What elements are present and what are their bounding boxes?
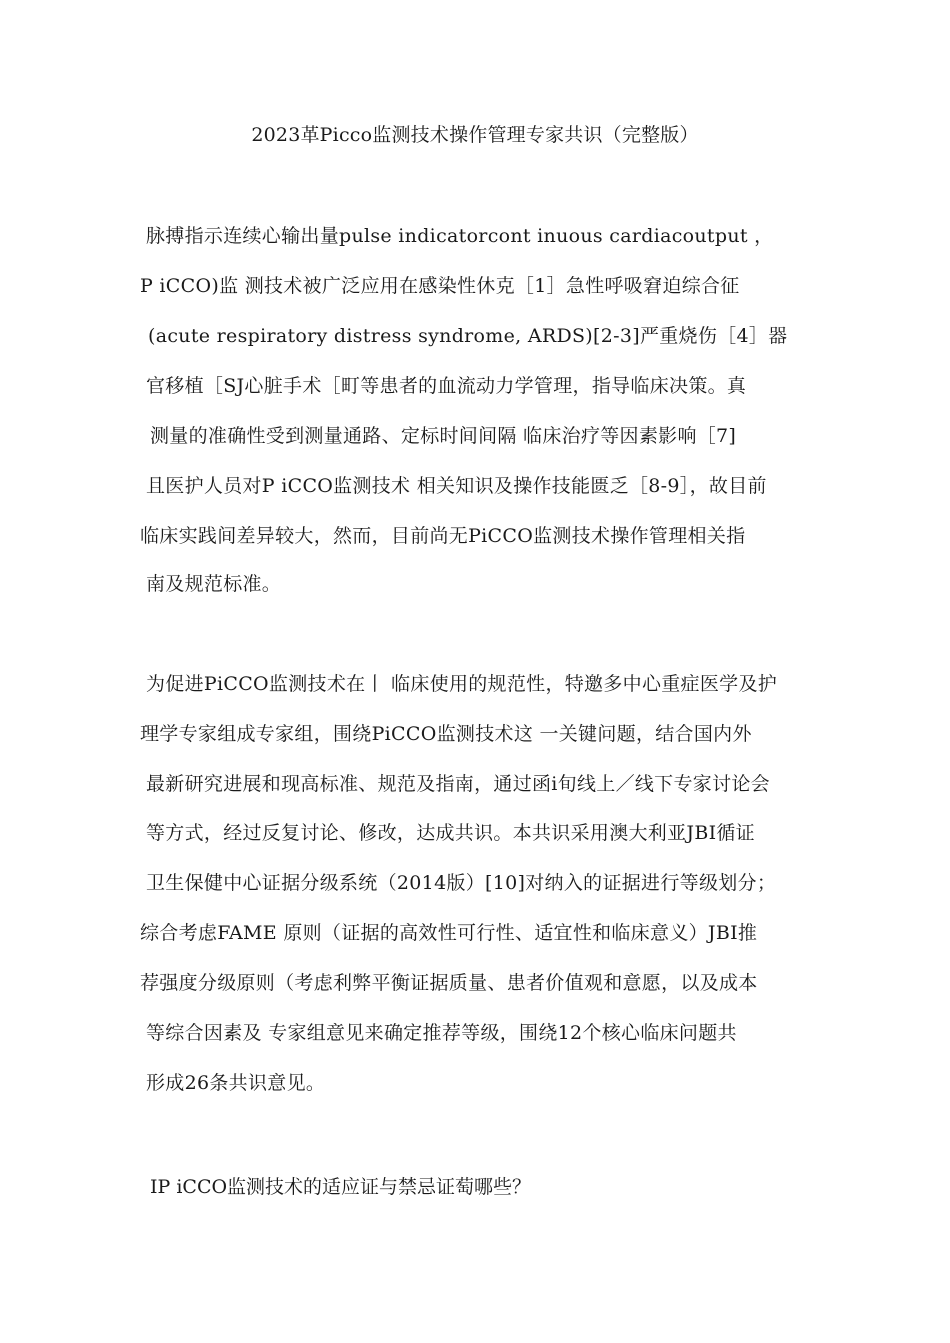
paragraph-1-line-8: 南及规范标准。 [146,573,282,595]
paragraph-1-line-3: (acute respiratory distress syndrome, ARDS)[2-3]严重烧伤［4］器 [148,325,788,347]
paragraph-2-line-7: 荐强度分级原则（考虑利弊平衡证据质量、患者价值观和意愿，以及成本 [140,972,758,994]
paragraph-1-line-1: 脉搏指示连续心输出量pulse indicatorcont inuous cardiacoutput ， [146,225,774,247]
paragraph-2-line-4: 等方式，经过反复讨论、修改，达成共识。本共识采用澳大利亚JBI循证 [146,822,755,844]
paragraph-2-line-2: 理学专家组成专家组，围绕PiCCO监测技术这 一关键问题，结合国内外 [140,723,752,745]
document-title: 2023革Picco监测技术操作管理专家共识（完整版） [251,124,699,146]
section-heading: IP iCCO监测技术的适应证与禁忌证萄哪些？ [150,1176,532,1198]
paragraph-1-line-4: 官移植［SJ心脏手术［町等患者的血流动力学管理，指导临床决策。真 [146,375,747,397]
paragraph-1-line-6: 且医护人员对P iCCO监测技术 相关知识及操作技能匮乏［8-9］，故目前 [146,475,767,497]
paragraph-2-line-1: 为促进PiCCO监测技术在丨 临床使用的规范性，特邀多中心重症医学及护 [146,673,778,695]
paragraph-2-line-6: 综合考虑FAME 原则（证据的高效性可行性、适宜性和临床意义）JBI推 [140,922,758,944]
paragraph-2-line-5: 卫生保健中心证据分级系统（2014版）[10]对纳入的证据进行等级划分； [146,872,777,894]
paragraph-1-line-5: 测量的准确性受到测量通路、定标时间间隔 临床治疗等因素影响［7] [150,425,737,447]
paragraph-2-line-3: 最新研究进展和现高标准、规范及指南，通过函i旬线上／线下专家讨论会 [146,773,770,795]
paragraph-2-line-9: 形成26条共识意见。 [146,1072,326,1094]
paragraph-2-line-8: 等综合因素及 专家组意见来确定推荐等级，围绕12个核心临床问题共 [146,1022,737,1044]
paragraph-1-line-7: 临床实践间差异较大，然而，目前尚无PiCCO监测技术操作管理相关指 [140,525,746,547]
paragraph-1-line-2: P iCCO)监 测技术被广泛应用在感染性休克［1］急性呼吸窘迫综合征 [140,275,740,297]
